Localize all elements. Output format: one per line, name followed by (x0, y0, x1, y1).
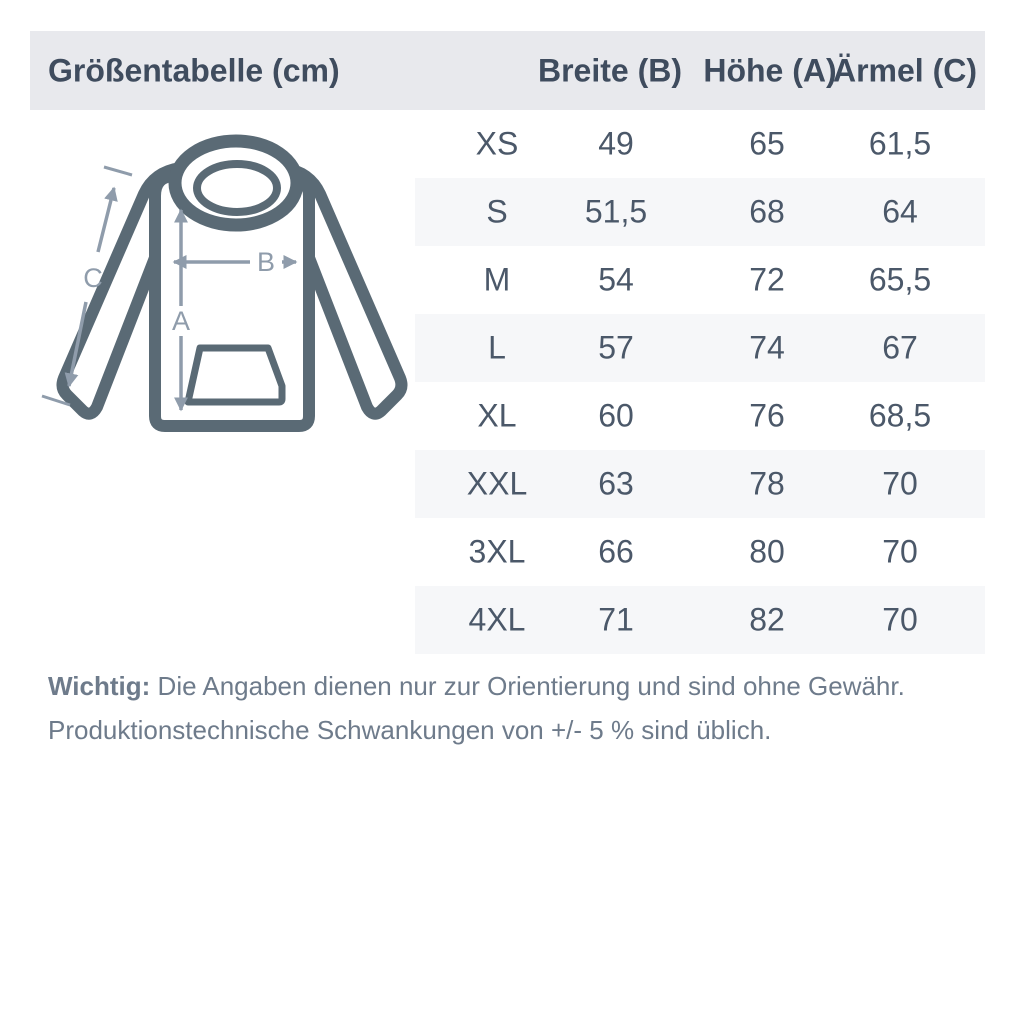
column-header-aermel: Ärmel (C) (832, 52, 978, 88)
hoehe-cell: 68 (749, 193, 785, 230)
breite-cell: 71 (598, 601, 634, 638)
table-row (0, 518, 1024, 586)
breite-cell: 66 (598, 533, 634, 570)
disclaimer-line1: Die Angaben dienen nur zur Orientierung und sind ohne Gewähr. (157, 671, 905, 701)
hoehe-cell: 74 (749, 329, 785, 366)
size-cell: M (483, 261, 511, 298)
dimension-label-c: C (83, 263, 103, 293)
size-cell: L (488, 329, 506, 366)
size-table-header (30, 31, 985, 110)
size-cell: 4XL (468, 601, 526, 638)
aermel-cell: 67 (882, 329, 918, 366)
breite-cell: 57 (598, 329, 634, 366)
disclaimer-label: Wichtig: (48, 671, 151, 701)
size-cell: 3XL (468, 533, 526, 570)
breite-cell: 54 (598, 261, 634, 298)
breite-cell: 60 (598, 397, 634, 434)
aermel-cell: 70 (882, 465, 918, 502)
aermel-cell: 64 (882, 193, 918, 230)
aermel-cell: 65,5 (868, 261, 932, 298)
size-cell: S (486, 193, 508, 230)
column-header-hoehe: Höhe (A) (703, 52, 837, 88)
hoehe-cell: 76 (749, 397, 785, 434)
breite-cell: 51,5 (584, 193, 648, 230)
aermel-cell: 70 (882, 533, 918, 570)
breite-cell: 63 (598, 465, 634, 502)
hoodie-pocket (188, 348, 282, 402)
disclaimer-note (48, 664, 978, 752)
dimension-label-a: A (171, 306, 191, 336)
aermel-cell: 68,5 (868, 397, 932, 434)
hoehe-cell: 72 (749, 261, 785, 298)
hoehe-cell: 65 (749, 125, 785, 162)
dimension-label-b: B (256, 247, 276, 277)
hoehe-cell: 80 (749, 533, 785, 570)
hoehe-cell: 82 (749, 601, 785, 638)
size-cell: XS (475, 125, 519, 162)
hoehe-cell: 78 (749, 465, 785, 502)
size-cell: XXL (466, 465, 528, 502)
table-title: Größentabelle (cm) (48, 52, 340, 88)
disclaimer-line2: Produktionstechnische Schwankungen von +/- 5 % sind üblich. (48, 715, 772, 745)
hoodie-hood (175, 141, 297, 225)
size-cell: XL (477, 397, 517, 434)
breite-cell: 49 (598, 125, 634, 162)
aermel-cell: 61,5 (868, 125, 932, 162)
aermel-cell: 70 (882, 601, 918, 638)
table-row (0, 586, 1024, 654)
column-header-breite: Breite (B) (537, 52, 683, 88)
hoodie-measurement-diagram (40, 130, 440, 470)
